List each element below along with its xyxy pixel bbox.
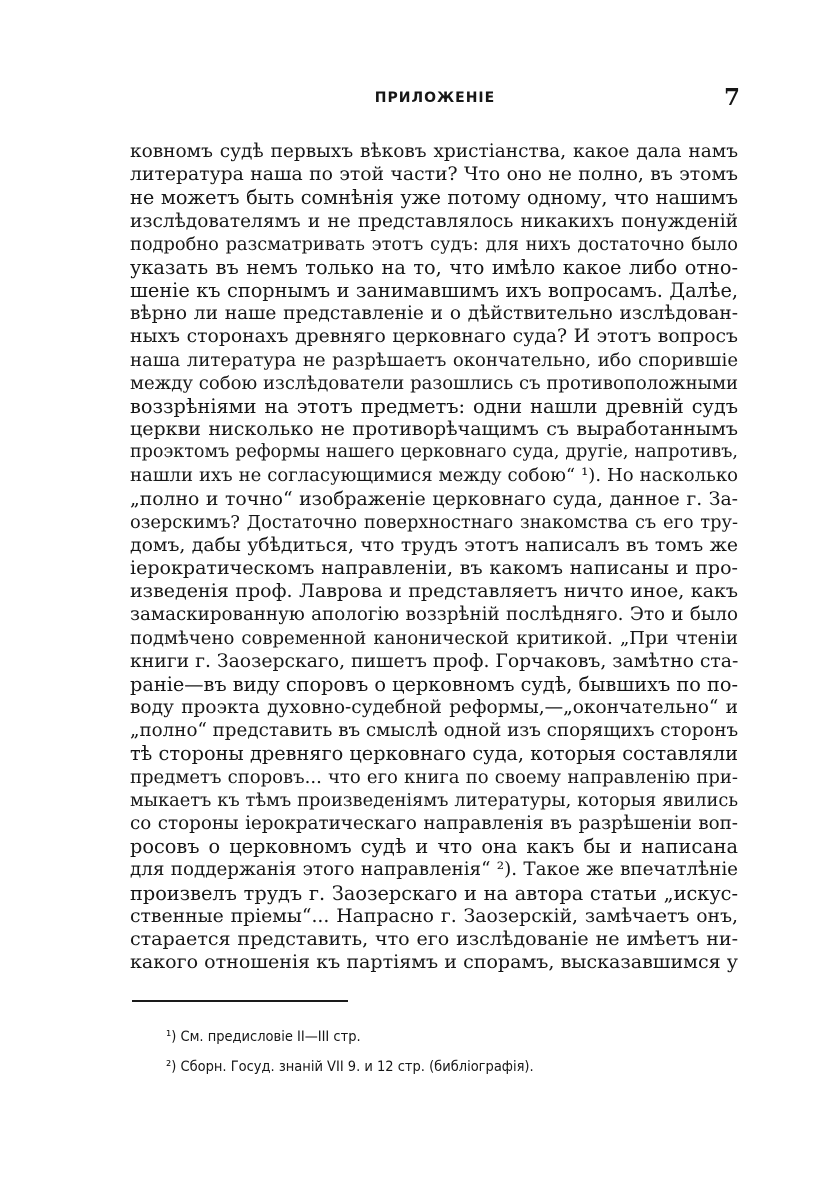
text-line: раніе—въ виду споровъ о церковномъ судѣ, бывшихъ по по-	[130, 672, 738, 696]
text-line: для поддержанія этого направленія“ ²). Такое же впечатлѣніе	[130, 859, 738, 881]
text-line: старается представить, что его изслѣдованіе не имѣетъ ни-	[130, 927, 738, 950]
footnote-divider	[132, 1000, 348, 1002]
text-line: замаскированную апологію воззрѣній послѣдняго. Это и было	[130, 604, 738, 626]
text-line: церкви нисколько не противорѣчащимъ съ выработаннымъ	[130, 418, 738, 441]
text-line: книги г. Заозерскаго, пишетъ проф. Горчаковъ, замѣтно ста-	[130, 650, 738, 672]
text-line: росовъ о церковномъ судѣ и что она какъ бы и написана	[130, 835, 738, 859]
text-line: литература наша по этой части? Что оно не полно, въ этомъ	[130, 164, 738, 186]
text-line: подмѣчено современной канонической критикой. „При чтеніи	[130, 627, 738, 649]
text-line: „полно“ представить въ смыслѣ одной изъ спорящихъ сторонъ	[130, 720, 738, 742]
footnotes	[166, 1022, 726, 1082]
text-line: домъ, дабы убѣдиться, что трудъ этотъ написалъ въ томъ же	[130, 534, 738, 556]
text-line: между собою изслѣдователи разошлись съ противоположными	[130, 372, 738, 394]
text-line: со стороны іерократическаго направленія въ разрѣшеніи воп-	[130, 812, 738, 834]
footnote-1: ¹) См. предисловіе II—III стр.	[166, 1029, 361, 1045]
text-line: не можетъ быть сомнѣнія уже потому одному, что нашимъ	[130, 186, 738, 210]
text-line: изведенія проф. Лаврова и представляетъ ничто иное, какъ	[130, 580, 738, 603]
text-line: воду проэкта духовно-судебной реформы,—„окончательно“ и	[130, 697, 738, 719]
text-line: вѣрно ли наше представленіе и о дѣйствительно изслѣдован-	[130, 303, 738, 325]
page-number: 7	[723, 84, 740, 111]
text-line: наша литература не разрѣшаетъ окончательно, ибо спорившіе	[130, 349, 738, 371]
body-text	[130, 140, 738, 974]
footnote-2: ²) Сборн. Госуд. знаній VII 9. и 12 стр. (библіографія).	[166, 1059, 534, 1075]
text-line: нашли ихъ не согласующимися между собою“ ¹). Но насколько	[130, 465, 738, 487]
text-line: іерократическомъ направленіи, въ какомъ написаны и про-	[130, 557, 738, 580]
running-title: ПРИЛОЖЕНІЕ	[374, 90, 496, 106]
text-line: „полно и точно“ изображеніе церковнаго суда, данное г. За-	[130, 488, 738, 510]
text-line: указать въ немъ только на то, что имѣло какое либо отно-	[130, 255, 738, 279]
text-line: ныхъ сторонахъ древняго церковнаго суда? И этотъ вопросъ	[130, 326, 738, 348]
text-line: шеніе къ спорнымъ и занимавшимъ ихъ вопросамъ. Далѣе,	[130, 279, 738, 303]
text-line: мыкаетъ къ тѣмъ произведеніямъ литературы, которыя явились	[130, 789, 738, 811]
text-line: произвелъ трудъ г. Заозерскаго и на автора статьи „искус-	[130, 881, 738, 905]
text-line: подробно разсматривать этотъ судъ: для нихъ достаточно было	[130, 233, 738, 255]
text-line: ственные пріемы“... Напрасно г. Заозерскій, замѣчаетъ онъ,	[130, 905, 738, 927]
text-line: какого отношенія къ партіямъ и спорамъ, высказавшимся у	[130, 951, 738, 974]
text-line: озерскимъ? Достаточно поверхностнаго знакомства съ его тру-	[130, 511, 738, 533]
text-line: проэктомъ реформы нашего церковнаго суда, другіе, напротивъ,	[130, 442, 738, 463]
text-line: изслѣдователямъ и не представлялось никакихъ понужденій	[130, 210, 738, 232]
text-line: воззрѣніями на этотъ предметъ: одни нашли древній судъ	[130, 394, 738, 418]
text-line: тѣ стороны древняго церковнаго суда, которыя составляли	[130, 742, 738, 766]
running-head	[130, 84, 740, 114]
text-line: предметъ споровъ... что его книга по своему направленію при-	[130, 766, 738, 788]
text-line: ковномъ судѣ первыхъ вѣковъ христіанства, какое дала намъ	[130, 141, 738, 162]
